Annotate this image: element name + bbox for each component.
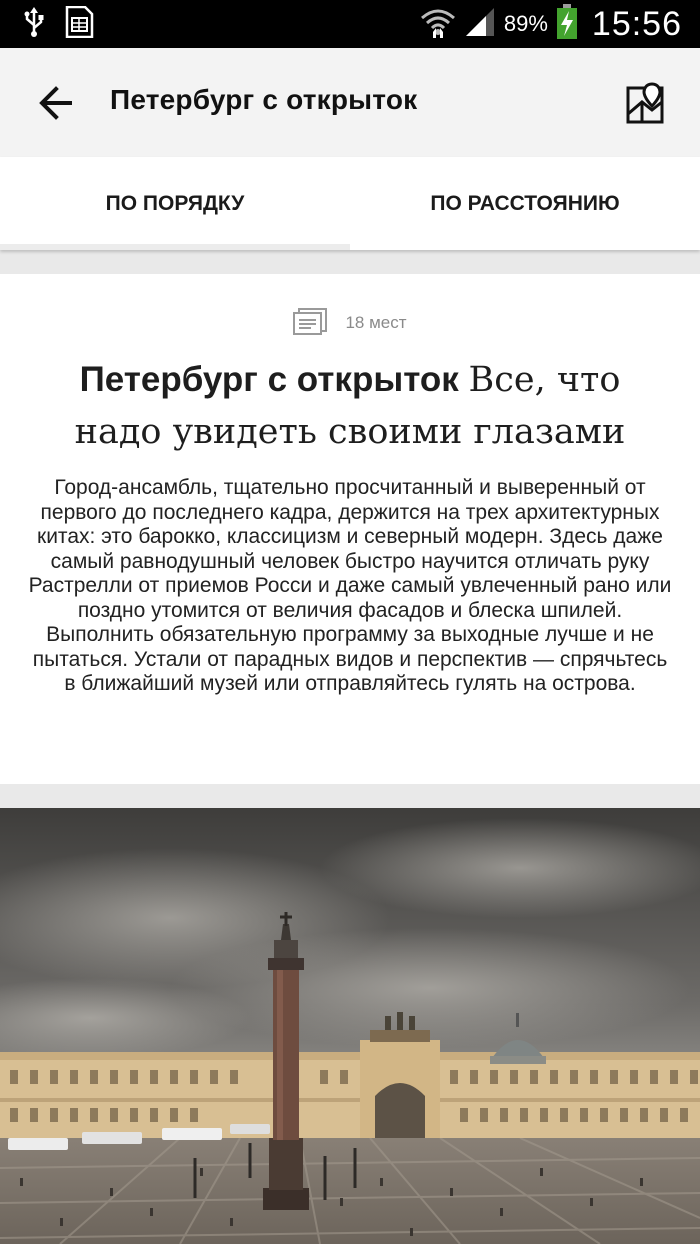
battery-icon (556, 4, 578, 45)
arrow-left-icon (28, 115, 82, 132)
places-meta (0, 308, 700, 338)
signal-icon (464, 6, 496, 43)
sim-icon (64, 6, 94, 43)
wifi-icon (420, 6, 456, 43)
clock: 15:56 (591, 4, 682, 43)
tab-active-indicator (0, 244, 350, 250)
usb-icon (22, 7, 46, 42)
headline-title: Петербург с открыток (79, 360, 459, 399)
headline-subtitle: Все, что надо увидеть своими глазами (74, 360, 626, 452)
list-card-icon (293, 307, 327, 340)
places-count: 18 мест (345, 313, 407, 332)
page-title: Петербург с открыток (110, 84, 418, 115)
route-description: Город-ансамбль, тщательно просчитанный и выверенный от первого до последнего кадра, держится на трех архитектурных китах: это барокко, классицизм и северный модерн. Здесь даже самый равнодушный человек быстро научится отличать руку Растрелли от приемов Росси и даже самый увлеченный рано или поздно утомится от величия фасадов и блеска шпилей. Выполнить обязательную программу за выходные лучше и не пытаться. Устали от парадных видов и перспектив — спрячьтесь в ближайший музей или отправляйтесь гулять на острова. (28, 476, 672, 695)
map-icon (622, 115, 670, 132)
tab-by-order[interactable]: ПО ПОРЯДКУ (105, 191, 245, 215)
palace-square-photo[interactable] (0, 808, 700, 1244)
status-bar (0, 0, 700, 48)
app-bar (0, 48, 700, 157)
tab-by-distance[interactable]: ПО РАССТОЯНИЮ (430, 191, 620, 215)
tab-bar (0, 157, 700, 250)
back-button[interactable] (28, 78, 82, 128)
route-headline (40, 354, 660, 458)
route-intro-card (0, 274, 700, 784)
battery-percent: 89% (503, 11, 548, 36)
map-button[interactable] (622, 80, 670, 128)
